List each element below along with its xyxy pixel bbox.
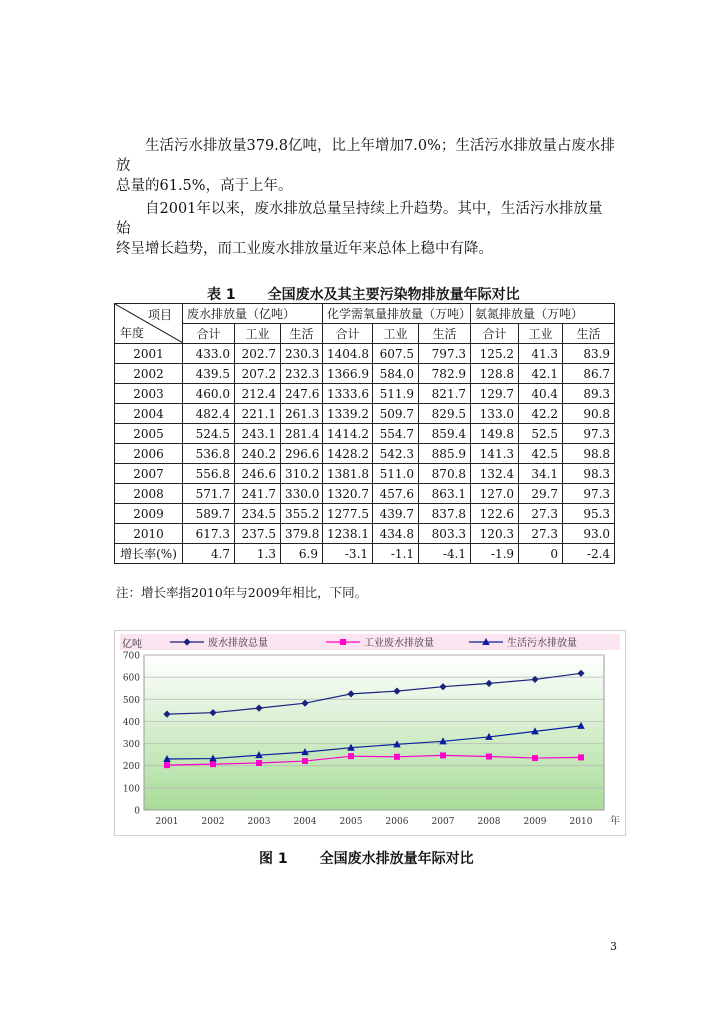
wastewater-line-chart — [114, 630, 626, 836]
value-cell: 232.3 — [281, 364, 323, 384]
value-cell: 97.3 — [563, 424, 615, 444]
table-row — [115, 524, 615, 544]
value-cell: 132.4 — [471, 464, 519, 484]
y-tick-label: 100 — [122, 784, 140, 795]
row-label-cell: 2008 — [115, 484, 183, 504]
value-cell: 86.7 — [563, 364, 615, 384]
x-tick-label: 2003 — [247, 817, 271, 827]
value-cell: 29.7 — [519, 484, 563, 504]
subheader-cell: 工业 — [235, 324, 281, 344]
value-cell: -4.1 — [419, 544, 471, 564]
value-cell: 27.3 — [519, 504, 563, 524]
subheader-cell: 合计 — [323, 324, 373, 344]
value-cell: 133.0 — [471, 404, 519, 424]
table-body — [115, 344, 615, 564]
value-cell: 42.1 — [519, 364, 563, 384]
row-label-cell: 2007 — [115, 464, 183, 484]
value-cell: -1.1 — [373, 544, 419, 564]
value-cell: 837.8 — [419, 504, 471, 524]
paragraph-1-line-1: 生活污水排放量379.8亿吨，比上年增加7.0%；生活污水排放量占废水排放 — [116, 138, 615, 174]
value-cell: 434.8 — [373, 524, 419, 544]
value-cell: 542.3 — [373, 444, 419, 464]
value-cell: 40.4 — [519, 384, 563, 404]
x-tick-label: 2009 — [523, 817, 547, 827]
value-cell: 859.4 — [419, 424, 471, 444]
series-2-point — [578, 754, 584, 760]
x-tick-label: 2002 — [201, 817, 225, 827]
value-cell: 460.0 — [183, 384, 235, 404]
value-cell: 234.5 — [235, 504, 281, 524]
x-tick-label: 2007 — [431, 817, 455, 827]
series-2-point — [256, 760, 262, 766]
value-cell: 207.2 — [235, 364, 281, 384]
y-tick-label: 500 — [122, 695, 140, 706]
y-tick-label: 0 — [134, 806, 140, 817]
value-cell: 1333.6 — [323, 384, 373, 404]
legend-label-2: 工业废水排放量 — [364, 638, 434, 649]
x-axis-unit-label: 年 — [610, 816, 620, 827]
value-cell: 554.7 — [373, 424, 419, 444]
value-cell: 617.3 — [183, 524, 235, 544]
row-label-cell: 2010 — [115, 524, 183, 544]
value-cell: 821.7 — [419, 384, 471, 404]
value-cell: 202.7 — [235, 344, 281, 364]
value-cell: 261.3 — [281, 404, 323, 424]
subheader-cell: 生活 — [281, 324, 323, 344]
series-2-point — [394, 754, 400, 760]
value-cell: 122.6 — [471, 504, 519, 524]
value-cell: 98.8 — [563, 444, 615, 464]
value-cell: 0 — [519, 544, 563, 564]
value-cell: 524.5 — [183, 424, 235, 444]
table-row — [115, 384, 615, 404]
table-row — [115, 544, 615, 564]
value-cell: 439.5 — [183, 364, 235, 384]
subheader-cell: 合计 — [471, 324, 519, 344]
series-2-point — [486, 753, 492, 759]
value-cell: 90.8 — [563, 404, 615, 424]
value-cell: 433.0 — [183, 344, 235, 364]
row-label-cell: 2002 — [115, 364, 183, 384]
paragraph-1 — [116, 136, 616, 196]
table-caption-number: 表 1 — [207, 287, 236, 303]
value-cell: 457.6 — [373, 484, 419, 504]
value-cell: 237.5 — [235, 524, 281, 544]
y-tick-label: 300 — [122, 740, 140, 751]
value-cell: 1320.7 — [323, 484, 373, 504]
value-cell: 149.8 — [471, 424, 519, 444]
value-cell: 212.4 — [235, 384, 281, 404]
value-cell: 571.7 — [183, 484, 235, 504]
value-cell: 247.6 — [281, 384, 323, 404]
value-cell: 296.6 — [281, 444, 323, 464]
value-cell: 870.8 — [419, 464, 471, 484]
value-cell: 511.0 — [373, 464, 419, 484]
series-2-point — [164, 762, 170, 768]
value-cell: 482.4 — [183, 404, 235, 424]
emissions-table — [114, 303, 615, 564]
value-cell: 1339.2 — [323, 404, 373, 424]
value-cell: 1381.8 — [323, 464, 373, 484]
x-tick-label: 2001 — [155, 817, 179, 827]
x-tick-label: 2010 — [569, 817, 593, 827]
table-row — [115, 364, 615, 384]
x-tick-label: 2005 — [339, 817, 363, 827]
figure-caption-title: 全国废水排放量年际对比 — [319, 851, 474, 867]
row-label-cell: 2001 — [115, 344, 183, 364]
series-2-point — [302, 758, 308, 764]
group-header-cod: 化学需氧量排放量（万吨） — [323, 304, 471, 324]
value-cell: 141.3 — [471, 444, 519, 464]
table-caption — [207, 284, 520, 304]
value-cell: 241.7 — [235, 484, 281, 504]
value-cell: 240.2 — [235, 444, 281, 464]
value-cell: 797.3 — [419, 344, 471, 364]
table-row — [115, 484, 615, 504]
legend-marker-2 — [340, 639, 346, 645]
row-label-cell: 2009 — [115, 504, 183, 524]
value-cell: 83.9 — [563, 344, 615, 364]
row-label-cell: 2005 — [115, 424, 183, 444]
subheader-cell: 生活 — [563, 324, 615, 344]
subheader-row — [115, 324, 615, 344]
value-cell: 379.8 — [281, 524, 323, 544]
value-cell: 246.6 — [235, 464, 281, 484]
value-cell: 127.0 — [471, 484, 519, 504]
value-cell: 120.3 — [471, 524, 519, 544]
value-cell: 41.3 — [519, 344, 563, 364]
value-cell: 885.9 — [419, 444, 471, 464]
value-cell: 310.2 — [281, 464, 323, 484]
y-tick-label: 200 — [122, 762, 140, 773]
value-cell: -3.1 — [323, 544, 373, 564]
y-tick-label: 400 — [122, 717, 140, 728]
table-row — [115, 464, 615, 484]
subheader-cell: 工业 — [373, 324, 419, 344]
value-cell: 27.3 — [519, 524, 563, 544]
value-cell: -2.4 — [563, 544, 615, 564]
legend-label-3: 生活污水排放量 — [507, 638, 577, 649]
value-cell: 42.2 — [519, 404, 563, 424]
page-number: 3 — [610, 940, 617, 953]
series-2-point — [210, 761, 216, 767]
table-corner-cell — [115, 304, 183, 344]
table-row — [115, 504, 615, 524]
y-tick-label: 600 — [122, 673, 140, 684]
corner-year-label: 年度 — [120, 326, 145, 340]
x-tick-label: 2006 — [385, 817, 409, 827]
row-label-cell: 2003 — [115, 384, 183, 404]
value-cell: 1404.8 — [323, 344, 373, 364]
value-cell: 1277.5 — [323, 504, 373, 524]
value-cell: 355.2 — [281, 504, 323, 524]
value-cell: 42.5 — [519, 444, 563, 464]
value-cell: 243.1 — [235, 424, 281, 444]
corner-item-label: 项目 — [147, 308, 172, 322]
value-cell: 1428.2 — [323, 444, 373, 464]
paragraph-2-line-1: 自2001年以来，废水排放总量呈持续上升趋势。其中，生活污水排放量始 — [116, 201, 603, 237]
row-label-cell: 增长率(%) — [115, 544, 183, 564]
x-tick-label: 2008 — [477, 817, 501, 827]
series-2-point — [348, 753, 354, 759]
value-cell: 330.0 — [281, 484, 323, 504]
value-cell: 863.1 — [419, 484, 471, 504]
value-cell: 129.7 — [471, 384, 519, 404]
row-label-cell: 2004 — [115, 404, 183, 424]
value-cell: 125.2 — [471, 344, 519, 364]
value-cell: 607.5 — [373, 344, 419, 364]
value-cell: 221.1 — [235, 404, 281, 424]
value-cell: 281.4 — [281, 424, 323, 444]
value-cell: 803.3 — [419, 524, 471, 544]
y-axis-unit-label: 亿吨 — [122, 639, 142, 650]
value-cell: 128.8 — [471, 364, 519, 384]
table-row — [115, 344, 615, 364]
value-cell: 556.8 — [183, 464, 235, 484]
value-cell: 95.3 — [563, 504, 615, 524]
paragraph-2-line-2: 终呈增长趋势，而工业废水排放量近年来总体上稳中有降。 — [116, 241, 493, 257]
value-cell: 829.5 — [419, 404, 471, 424]
figure-caption-number: 图 1 — [259, 851, 288, 867]
table-row — [115, 444, 615, 464]
value-cell: 89.3 — [563, 384, 615, 404]
value-cell: 52.5 — [519, 424, 563, 444]
value-cell: 4.7 — [183, 544, 235, 564]
value-cell: 93.0 — [563, 524, 615, 544]
value-cell: 97.3 — [563, 484, 615, 504]
table-row — [115, 404, 615, 424]
group-header-wastewater: 废水排放量（亿吨） — [183, 304, 323, 324]
value-cell: 34.1 — [519, 464, 563, 484]
group-header-ammonia: 氨氮排放量（万吨） — [471, 304, 615, 324]
legend-label-1: 废水排放总量 — [208, 638, 268, 649]
value-cell: 584.0 — [373, 364, 419, 384]
value-cell: 1.3 — [235, 544, 281, 564]
figure-caption — [259, 848, 474, 868]
value-cell: 509.7 — [373, 404, 419, 424]
value-cell: 536.8 — [183, 444, 235, 464]
value-cell: 589.7 — [183, 504, 235, 524]
series-2-point — [532, 755, 538, 761]
series-2-point — [440, 752, 446, 758]
value-cell: 782.9 — [419, 364, 471, 384]
x-tick-label: 2004 — [293, 817, 317, 827]
paragraph-1-line-2: 总量的61.5%，高于上年。 — [116, 178, 293, 194]
value-cell: 511.9 — [373, 384, 419, 404]
y-tick-label: 700 — [122, 651, 140, 662]
value-cell: 1238.1 — [323, 524, 373, 544]
table-note: 注：增长率指2010年与2009年相比，下同。 — [116, 585, 368, 600]
value-cell: 230.3 — [281, 344, 323, 364]
subheader-cell: 工业 — [519, 324, 563, 344]
subheader-cell: 合计 — [183, 324, 235, 344]
value-cell: 439.7 — [373, 504, 419, 524]
row-label-cell: 2006 — [115, 444, 183, 464]
value-cell: 6.9 — [281, 544, 323, 564]
value-cell: 98.3 — [563, 464, 615, 484]
table-caption-title: 全国废水及其主要污染物排放量年际对比 — [267, 287, 520, 303]
table-row — [115, 424, 615, 444]
value-cell: 1366.9 — [323, 364, 373, 384]
value-cell: 1414.2 — [323, 424, 373, 444]
subheader-cell: 生活 — [419, 324, 471, 344]
value-cell: -1.9 — [471, 544, 519, 564]
paragraph-2 — [116, 199, 616, 259]
